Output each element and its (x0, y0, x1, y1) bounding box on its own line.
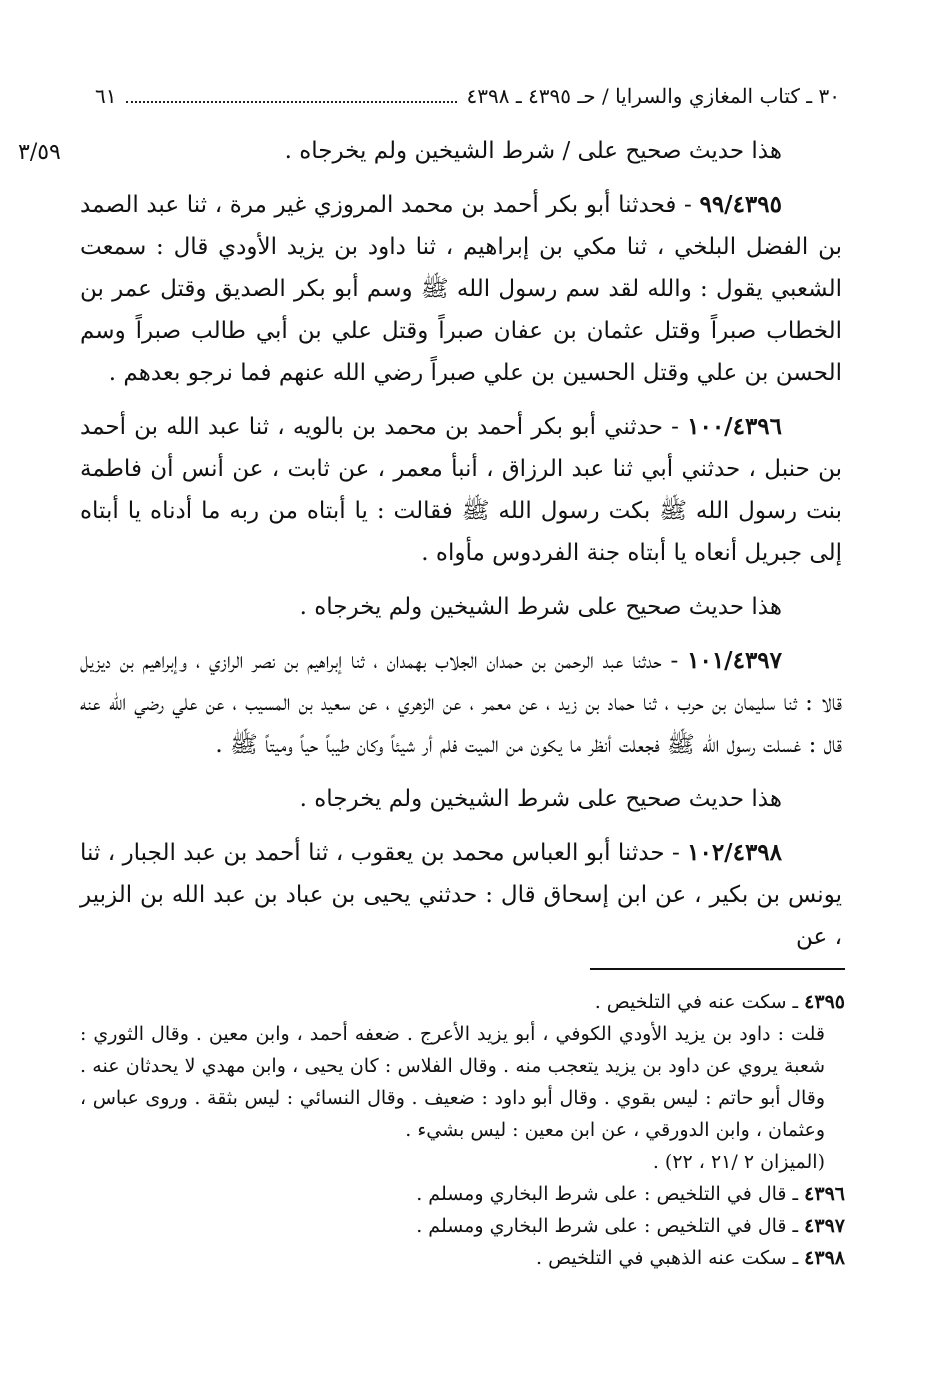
footnote (80, 1210, 845, 1242)
hadith-number: ٩٩/٤٣٩٥ (699, 191, 782, 218)
footnote-number: ٤٣٩٦ (804, 1183, 845, 1205)
footnote-text: ـ سكت عنه في التلخيص . (594, 991, 805, 1013)
hadith-text: - حدثني أبو بكر أحمد بن محمد بن بالويه ، ثنا عبد الله بن أحمد بن حنبل ، حدثني أبي ثنا عبد الرزاق ، أنبأ معمر ، عن ثابت ، عن أنس أن فاطمة بنت رسول الله ﷺ بكت رسول الله ﷺ فقالت : يا أبتاه من ربه ما أدناه يا أبتاه إلى جبريل أنعاه يا أبتاه جنة الفردوس مأواه . (80, 414, 842, 566)
hadith-number: ١٠١/٤٣٩٧ (687, 647, 782, 674)
header-title: ٣٠ ـ كتاب المغازي والسرايا / حـ ٤٣٩٥ ـ ٤٣٩٨ (466, 84, 840, 108)
footnote-reference: (الميزان ٢ /٢١ ، ٢٢) . (652, 1151, 825, 1173)
header-dot-leader (126, 101, 456, 103)
footnote-note: قلت : داود بن يزيد الأودي الكوفي ، أبو يزيد الأعرج . ضعفه أحمد ، وابن معين . وقال الثوري : شعبة يروي عن داود بن يزيد يتعجب منه . وقال الفلاس : كان يحيى ، وابن مهدي لا يحدثان عنه . وقال أبو حاتم : ليس بقوي . وقال أبو داود : ضعيف . وقال النسائي : ليس بثقة . وروى عباس ، وعثمان ، وابن الدورقي ، عن ابن معين : ليس بشيء . (80, 1023, 826, 1141)
hadith-paragraph (80, 406, 842, 574)
hadith-text: - فحدثنا أبو بكر أحمد بن محمد المروزي غير مرة ، ثنا عبد الصمد بن الفضل البلخي ، ثنا مكي بن إبراهيم ، ثنا داود بن يزيد الأودي قال : سمعت الشعبي يقول : والله لقد سم رسول الله ﷺ وسم أبو بكر الصديق وقتل عمر بن الخطاب صبراً وقتل عثمان بن عفان صبراً وقتل علي بن أبي طالب صبراً وسم الحسن بن علي وقتل الحسين بن علي صبراً رضي الله عنهم فما نرجو بعدهم . (80, 192, 842, 386)
footnote-text: ـ سكت عنه الذهبي في التلخيص . (536, 1247, 805, 1269)
hadith-number: ١٠٢/٤٣٩٨ (687, 839, 782, 866)
page-number: ٦١ (95, 84, 117, 108)
footnote-number: ٤٣٩٧ (804, 1215, 845, 1237)
footnote-number: ٤٣٩٥ (804, 991, 845, 1013)
hadith-number: ١٠٠/٤٣٩٦ (687, 413, 782, 440)
footnote-text: ـ قال في التلخيص : على شرط البخاري ومسلم . (416, 1183, 805, 1205)
verdict-paragraph: هذا حديث صحيح على شرط الشيخين ولم يخرجاه . (299, 786, 782, 812)
footnotes (80, 986, 845, 1274)
footnote-number: ٤٣٩٨ (804, 1247, 845, 1269)
footnote-divider (590, 968, 845, 970)
footnote (80, 1242, 845, 1274)
main-text (80, 130, 842, 970)
hadith-text: - حدثنا عبد الرحمن بن حمدان الجلاب بهمدان ، ثنا إبراهيم بن نصر الرازي ، وإبراهيم بن ديزيل قالا : ثنا سليمان بن حرب ، ثنا حماد بن زيد ، عن معمر ، عن الزهري ، عن سعيد بن المسيب ، عن علي رضي الله عنه قال : غسلت رسول الله ﷺ فجعلت أنظر ما يكون من الميت فلم أر شيئاً وكان طيباً حياً وميتاً ﷺ . (80, 648, 842, 758)
hadith-paragraph (80, 184, 842, 394)
hadith-paragraph (80, 832, 842, 958)
footnote-text: ـ قال في التلخيص : على شرط البخاري ومسلم . (416, 1215, 805, 1237)
verdict-paragraph: هذا حديث صحيح على / شرط الشيخين ولم يخرجاه . (284, 138, 782, 164)
running-header (95, 78, 840, 114)
hadith-paragraph (80, 640, 842, 766)
hadith-text: - حدثنا أبو العباس محمد بن يعقوب ، ثنا أحمد بن عبد الجبار ، ثنا يونس بن بكير ، عن ابن إسحاق قال : حدثني يحيى بن عباد بن عبد الله بن الزبير ، عن (80, 840, 842, 950)
margin-reference: ٣/٥٩ (18, 140, 61, 165)
footnote (80, 1178, 845, 1210)
footnote (80, 986, 845, 1018)
verdict-paragraph: هذا حديث صحيح على شرط الشيخين ولم يخرجاه . (299, 594, 782, 620)
